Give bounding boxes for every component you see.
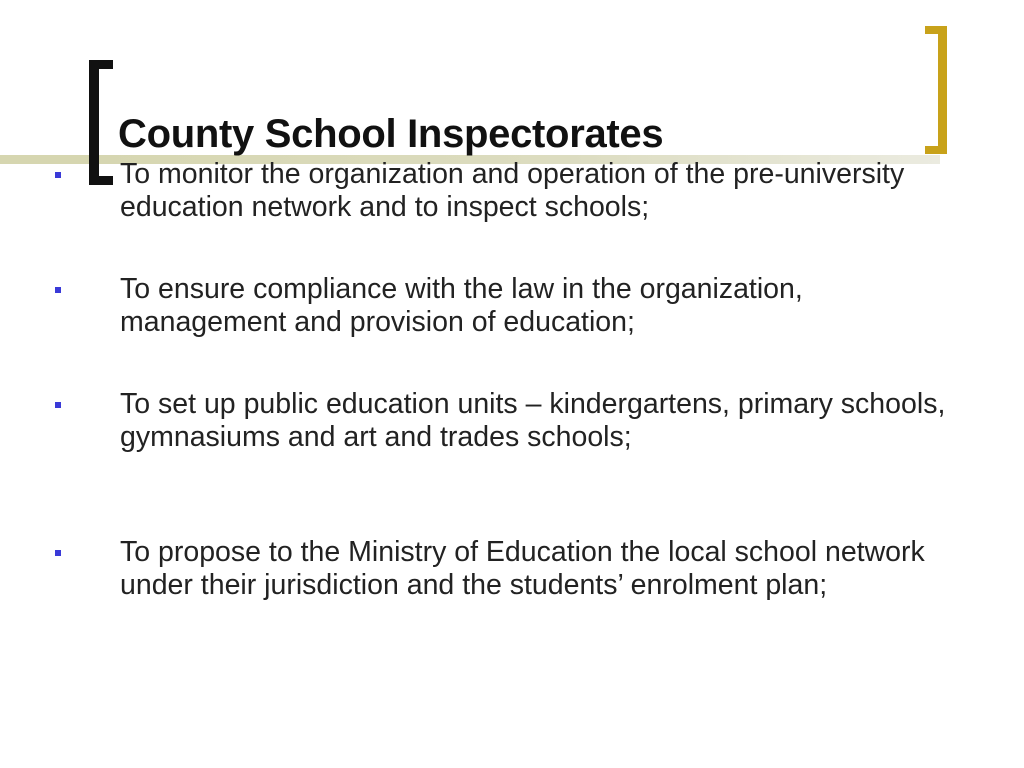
square-bullet-icon — [55, 402, 61, 408]
square-bullet-icon — [55, 287, 61, 293]
left-bracket-decoration — [89, 60, 109, 185]
bullet-text: To set up public education units – kindergartens, primary schools, gymnasiums and art and trades schools; — [120, 388, 946, 453]
bullet-text: To propose to the Ministry of Education the local school network under their jurisdiction and the students’ enrolment plan; — [120, 536, 925, 601]
bullet-text: To ensure compliance with the law in the organization, management and provision of education; — [120, 273, 803, 338]
bullet-text: To monitor the organization and operation of the pre-university education network and to inspect schools; — [120, 158, 905, 223]
right-bracket-decoration — [925, 26, 947, 154]
slide-title: County School Inspectorates — [118, 112, 664, 156]
square-bullet-icon — [55, 172, 61, 178]
square-bullet-icon — [55, 550, 61, 556]
